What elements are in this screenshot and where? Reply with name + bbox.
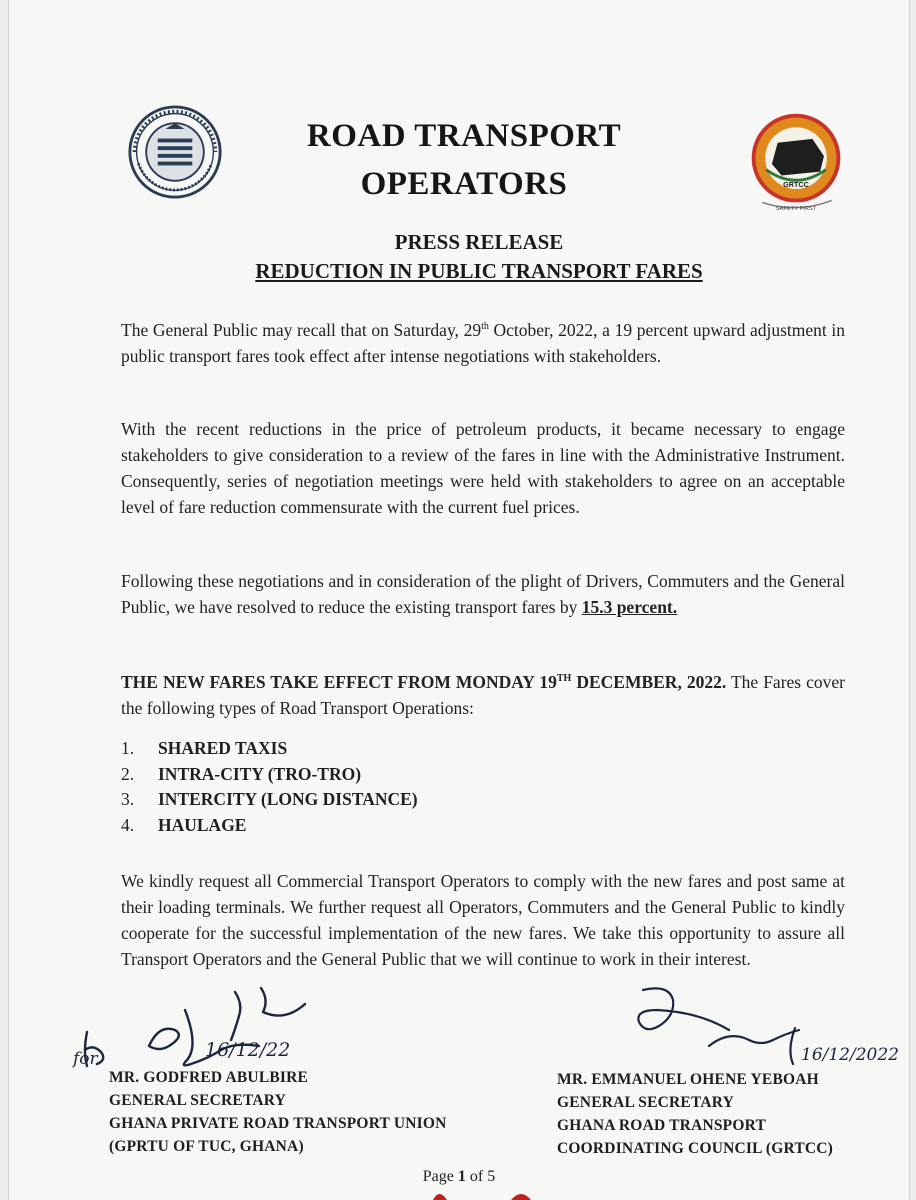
- right-signatory-org-abbrev: COORDINATING COUNCIL (GRTCC): [557, 1140, 834, 1157]
- effective-date-bold-a: THE NEW FARES TAKE EFFECT FROM MONDAY 19: [121, 671, 557, 692]
- page-number-total: 5: [487, 1168, 496, 1185]
- paragraph-recall-part-a: The General Public may recall that on Saturday, 29: [121, 319, 482, 340]
- left-signatory-org: GHANA PRIVATE ROAD TRANSPORT UNION: [109, 1115, 447, 1132]
- grtcc-seal-motto: SAFETY FIRST: [775, 206, 817, 213]
- title-line-1: ROAD TRANSPORT: [306, 118, 622, 154]
- press-release-heading: [109, 228, 849, 286]
- reduction-percent: 15.3 percent.: [581, 597, 678, 617]
- paragraph-resolution: [121, 568, 845, 620]
- list-item: [121, 813, 418, 839]
- press-release-subtitle: REDUCTION IN PUBLIC TRANSPORT FARES: [255, 259, 703, 283]
- list-item-number: 3.: [121, 789, 135, 809]
- left-signature-date: 16/12/22: [205, 1039, 291, 1061]
- paragraph-recall: [121, 314, 845, 369]
- left-signatory-org-abbrev: (GPRTU OF TUC, GHANA): [109, 1138, 304, 1155]
- effective-date-bold-b: DECEMBER, 2022.: [571, 671, 727, 692]
- paragraph-effective-date: [121, 666, 845, 721]
- title-line-2: OPERATORS: [360, 166, 568, 202]
- effective-date-rest: The Fares cover the following types of Road Transport Operations:: [121, 671, 845, 718]
- gprtu-seal-logo: [127, 104, 223, 200]
- left-signatory-name: MR. GODFRED ABULBIRE: [109, 1069, 309, 1086]
- organization-title: [229, 112, 699, 208]
- list-item-label: INTRA-CITY (TRO-TRO): [158, 763, 362, 784]
- list-item-number: 1.: [121, 738, 135, 758]
- list-item: [121, 762, 418, 788]
- right-signatory-name: MR. EMMANUEL OHENE YEBOAH: [557, 1071, 819, 1088]
- page-number-current: 1: [457, 1168, 466, 1185]
- list-item: [121, 736, 418, 762]
- paragraph-recall-part-b: October, 2022, a 19 percent upward adjustment in public transport fares took effect after intense negotiations with stakeholders.: [121, 319, 846, 366]
- list-item-label: INTERCITY (LONG DISTANCE): [158, 789, 418, 809]
- left-signature: [85, 988, 305, 1066]
- list-item-label: SHARED TAXIS: [158, 738, 288, 758]
- left-signature-for: for: [73, 1049, 98, 1069]
- list-item: [121, 787, 418, 813]
- list-item-label: HAULAGE: [158, 814, 247, 835]
- bottom-decoration: [429, 1188, 549, 1200]
- superscript-TH: TH: [556, 673, 572, 684]
- document-page: [8, 0, 910, 1200]
- superscript-th: th: [481, 321, 489, 332]
- right-signature: [638, 988, 799, 1064]
- paragraph-resolution-text: Following these negotiations and in consideration of the plight of Drivers, Commuters and the General Public, we have resolved to reduce the existing transport fares by: [121, 571, 845, 617]
- grtcc-seal-text: GRTCC: [783, 180, 809, 190]
- page-number: [9, 1168, 909, 1186]
- left-signatory: [109, 1066, 529, 1158]
- right-signatory-org: GHANA ROAD TRANSPORT: [557, 1117, 766, 1134]
- operations-list: [121, 736, 418, 838]
- right-signatory-role: GENERAL SECRETARY: [557, 1094, 734, 1111]
- press-release-label: PRESS RELEASE: [394, 230, 564, 254]
- page-number-prefix: Page: [422, 1168, 458, 1185]
- right-signature-date: 16/12/2022: [801, 1045, 899, 1065]
- grtcc-seal-logo: [743, 108, 849, 214]
- paragraph-reductions: With the recent reductions in the price of petroleum products, it became necessary to engage stakeholders to give consideration to a review of the fares in line with the Administrative Instrument. Consequently, series of negotiation meetings were held with stakeholders to agree on an acceptable level of fare reduction commensurate with the current fuel prices.: [121, 419, 845, 517]
- left-signatory-role: GENERAL SECRETARY: [109, 1092, 286, 1109]
- list-item-number: 2.: [121, 763, 135, 784]
- list-item-number: 4.: [121, 814, 135, 835]
- paragraph-request: We kindly request all Commercial Transport Operators to comply with the new fares and post same at their loading terminals. We further request all Operators, Commuters and the General Public to kindly cooperate for the successful implementation of the new fares. We take this opportunity to assure all Transport Operators and the General Public that we will continue to work in their interest.: [121, 871, 845, 969]
- right-signatory: [557, 1068, 897, 1160]
- page-number-mid: of: [465, 1168, 488, 1185]
